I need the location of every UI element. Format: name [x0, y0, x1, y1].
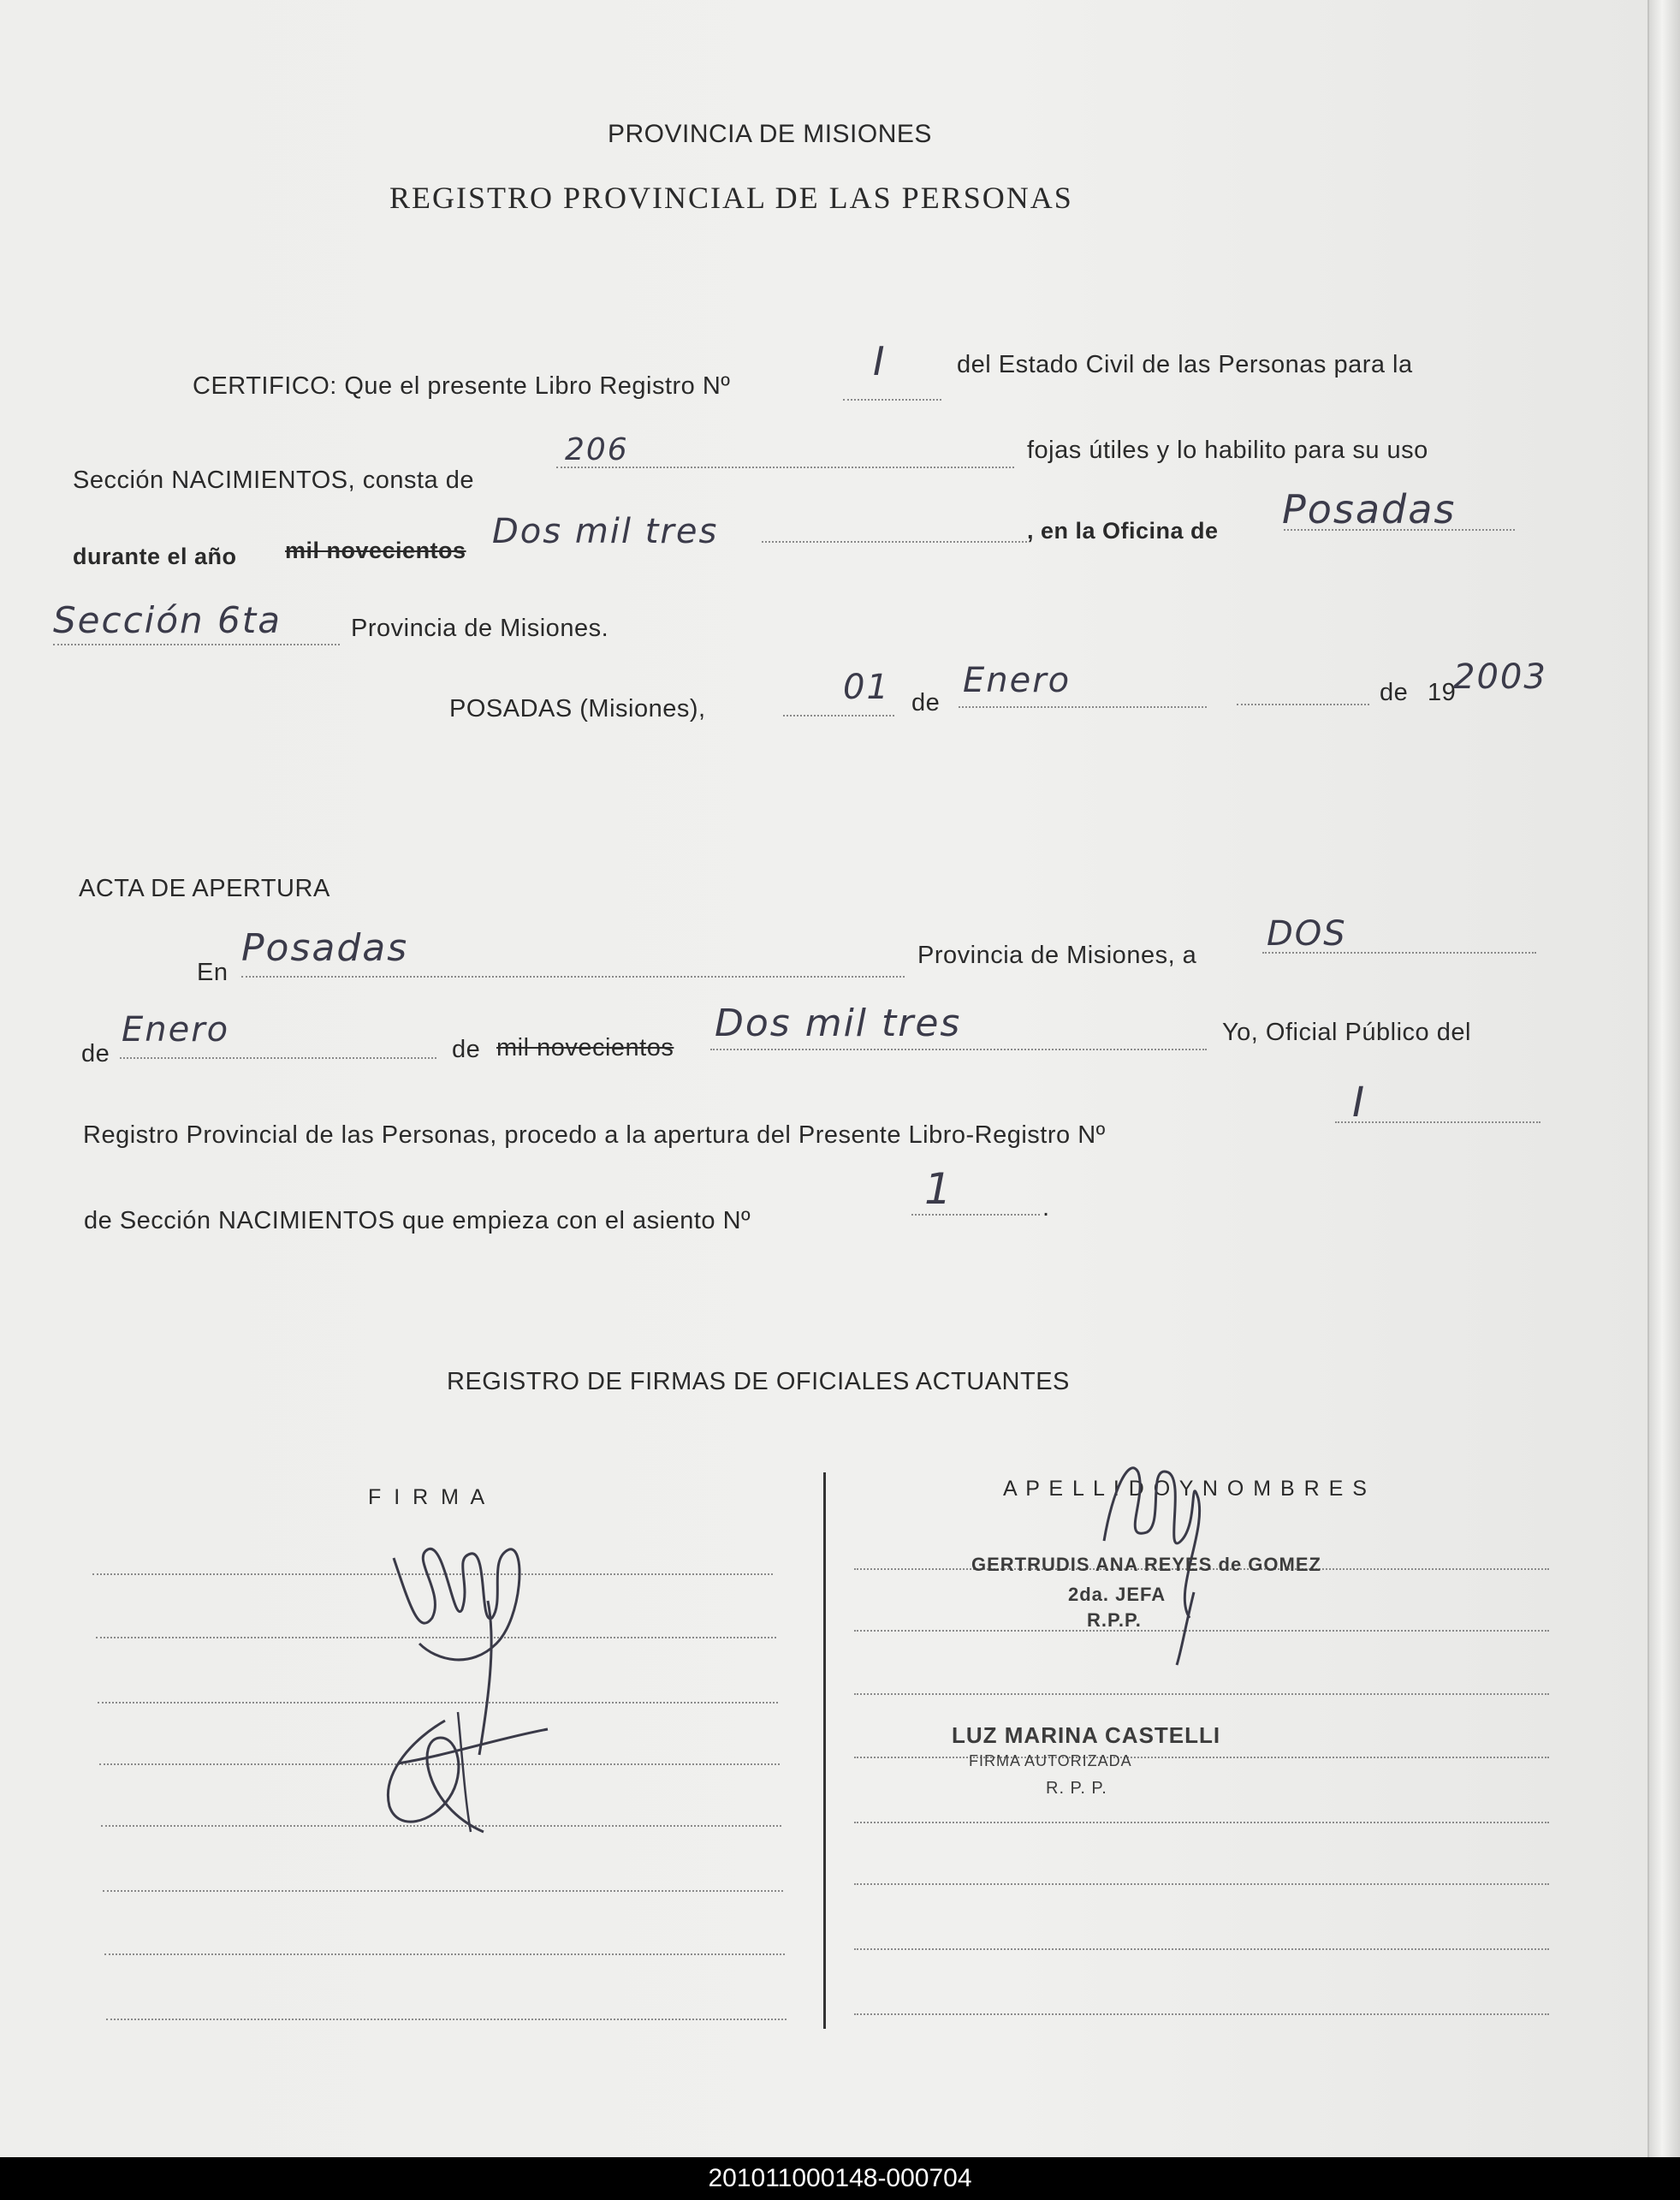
page-edge: [1647, 0, 1680, 2157]
apertura-struck: mil novecientos: [496, 1034, 674, 1061]
apertura-book-dots: [1335, 1121, 1540, 1123]
cert-office-dots: [1284, 529, 1515, 531]
cert-book-dots: [843, 399, 941, 401]
signatures-col-right: A P E L L I D O Y N O M B R E S: [1003, 1477, 1368, 1501]
stamp-2-name: LUZ MARINA CASTELLI: [952, 1722, 1221, 1748]
cert-line2-suffix: fojas útiles y lo habilito para su uso: [1027, 437, 1428, 464]
apertura-de1: de: [81, 1040, 110, 1067]
apertura-en: En: [197, 959, 229, 986]
province-heading: PROVINCIA DE MISIONES: [608, 120, 932, 148]
cert-book-number: I: [873, 338, 887, 384]
apertura-year-text: Dos mil tres: [715, 1002, 962, 1045]
sig-line-left-7: [104, 1953, 785, 1955]
cert-line2-prefix: Sección NACIMIENTOS, consta de: [73, 467, 474, 494]
name-line-right-8: [854, 2013, 1549, 2015]
apertura-month-dots: [120, 1057, 436, 1059]
cert-place-prefix: POSADAS (Misiones),: [449, 695, 706, 722]
apertura-official: Yo, Oficial Público del: [1222, 1019, 1471, 1046]
cert-pages-count: 206: [565, 432, 629, 467]
apertura-title: ACTA DE APERTURA: [79, 875, 330, 902]
signatures-col-left: F I R M A: [368, 1485, 489, 1509]
sig-line-left-8: [106, 2019, 787, 2020]
document-id-footer: 201011000148-000704: [0, 2157, 1680, 2200]
cert-de1: de: [911, 689, 941, 716]
stamp-1-org: R.P.P.: [1087, 1609, 1142, 1631]
cert-office: Posadas: [1282, 486, 1457, 532]
cert-section: Sección 6ta: [53, 599, 282, 641]
apertura-line3: Registro Provincial de las Personas, procedo a la apertura del Presente Libro-Registro Nº: [83, 1121, 1106, 1149]
stamp-2-role: FIRMA AUTORIZADA: [969, 1752, 1132, 1769]
name-line-right-3: [854, 1693, 1549, 1695]
cert-line1-prefix: CERTIFICO: Que el presente Libro Registro Nº: [193, 372, 731, 400]
name-line-right-6: [854, 1883, 1549, 1885]
apertura-month: Enero: [122, 1010, 230, 1049]
apertura-entry-number: 1: [924, 1164, 953, 1214]
cert-line3-prefix: durante el año: [73, 544, 237, 569]
apertura-line4-end: .: [1042, 1194, 1050, 1222]
cert-de2: de: [1380, 679, 1409, 706]
signatures-title: REGISTRO DE FIRMAS DE OFICIALES ACTUANTES: [447, 1368, 1070, 1395]
cert-section-dots: [53, 644, 340, 645]
cert-month: Enero: [963, 661, 1072, 700]
apertura-year-dots: [710, 1049, 1207, 1050]
cert-year-dots: [762, 541, 1027, 543]
apertura-day: DOS: [1267, 914, 1347, 954]
cert-year-hand: 2003: [1453, 657, 1547, 697]
cert-month-dots: [959, 706, 1207, 708]
apertura-place: Posadas: [241, 926, 409, 970]
sig-line-left-6: [103, 1890, 783, 1892]
signature-2-icon: [364, 1704, 569, 1849]
name-line-right-4: [854, 1757, 1549, 1758]
cert-line4-suffix: Provincia de Misiones.: [351, 615, 609, 642]
name-line-right-7: [854, 1948, 1549, 1950]
cert-year-line-dots: [1237, 704, 1369, 705]
apertura-day-dots: [1262, 952, 1536, 954]
stamp-1-name: GERTRUDIS ANA REYES de GOMEZ: [971, 1554, 1321, 1575]
cert-year-text: Dos mil tres: [492, 512, 719, 551]
registry-heading: REGISTRO PROVINCIAL DE LAS PERSONAS: [389, 181, 1073, 215]
cert-day-dots: [783, 715, 894, 716]
name-line-right-5: [854, 1822, 1549, 1823]
column-divider: [823, 1472, 826, 2029]
cert-year-printed: 19: [1428, 679, 1457, 706]
apertura-de2: de: [452, 1036, 481, 1063]
apertura-line4: de Sección NACIMIENTOS que empieza con el asiento Nº: [84, 1207, 751, 1234]
stamp-1-role: 2da. JEFA: [1068, 1584, 1167, 1605]
apertura-province: Provincia de Misiones, a: [917, 942, 1197, 969]
apertura-entry-dots: [911, 1214, 1040, 1216]
cert-day: 01: [843, 668, 890, 707]
apertura-book-number: I: [1352, 1079, 1367, 1127]
cert-line3-suffix: , en la Oficina de: [1027, 518, 1219, 544]
cert-line1-suffix: del Estado Civil de las Personas para la: [957, 351, 1413, 378]
cert-struck-text: mil novecientos: [285, 538, 466, 563]
apertura-place-dots: [241, 976, 905, 978]
stamp-2-org: R. P. P.: [1046, 1779, 1107, 1798]
